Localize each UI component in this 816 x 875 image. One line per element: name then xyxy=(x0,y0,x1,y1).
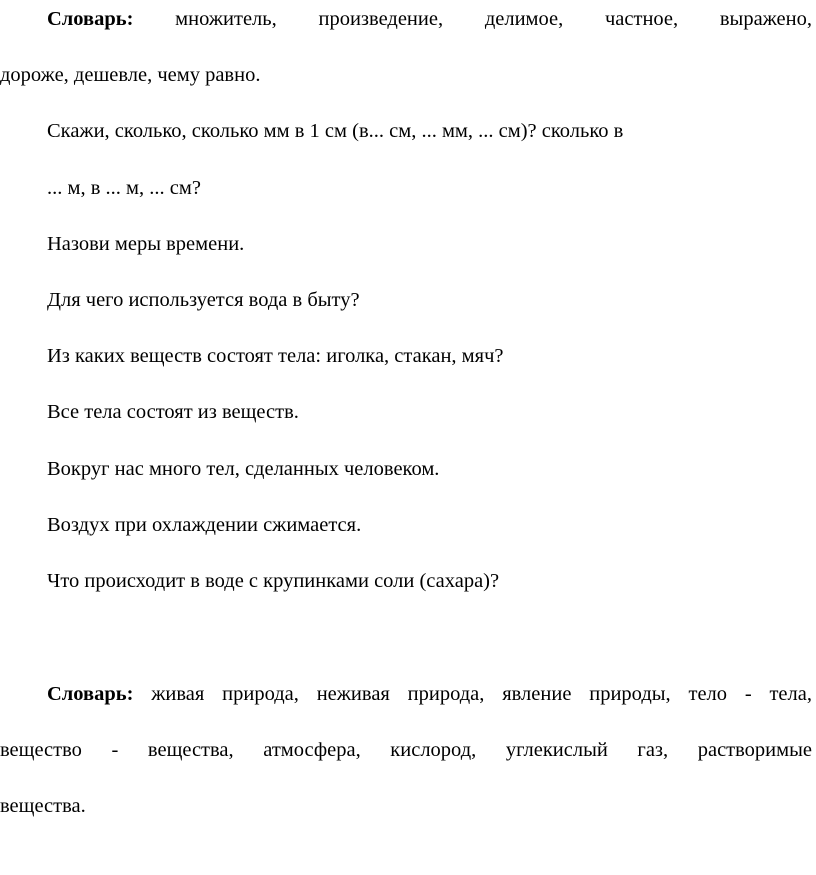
vocab2-line-3: вещества. xyxy=(0,795,86,817)
statement-line: Воздух при охлаждении сжимается. xyxy=(47,514,362,536)
question-line: ... м, в ... м, ... см? xyxy=(47,177,201,199)
statement-line: Все тела состоят из веществ. xyxy=(47,401,299,423)
question-line: Для чего используется вода в быту? xyxy=(47,289,360,311)
vocab2-label: Словарь: xyxy=(47,683,134,705)
vocab-line-2: дороже, дешевле, чему равно. xyxy=(0,64,261,86)
vocab2-line-1 xyxy=(47,681,812,707)
question-line: Назови меры времени. xyxy=(47,233,245,255)
question-line: Скажи, сколько, сколько мм в 1 см (в... см, ... мм, ... см)? сколько в xyxy=(47,120,624,142)
vocab-words: множитель, произведение, делимое, частное, выражено, xyxy=(175,8,813,30)
vocab-label: Словарь: xyxy=(47,8,134,30)
question-line: Что происходит в воде с крупинками соли (сахара)? xyxy=(47,570,500,592)
question-line: Из каких веществ состоят тела: иголка, стакан, мяч? xyxy=(47,345,504,367)
vocab-line-1 xyxy=(47,6,812,32)
vocab2-line-2: вещество - вещества, атмосфера, кислород, углекислый газ, растворимые xyxy=(0,739,812,761)
statement-line: Вокруг нас много тел, сделанных человеком. xyxy=(47,458,440,480)
vocab2-words: живая природа, неживая природа, явление природы, тело - тела, xyxy=(151,683,812,705)
